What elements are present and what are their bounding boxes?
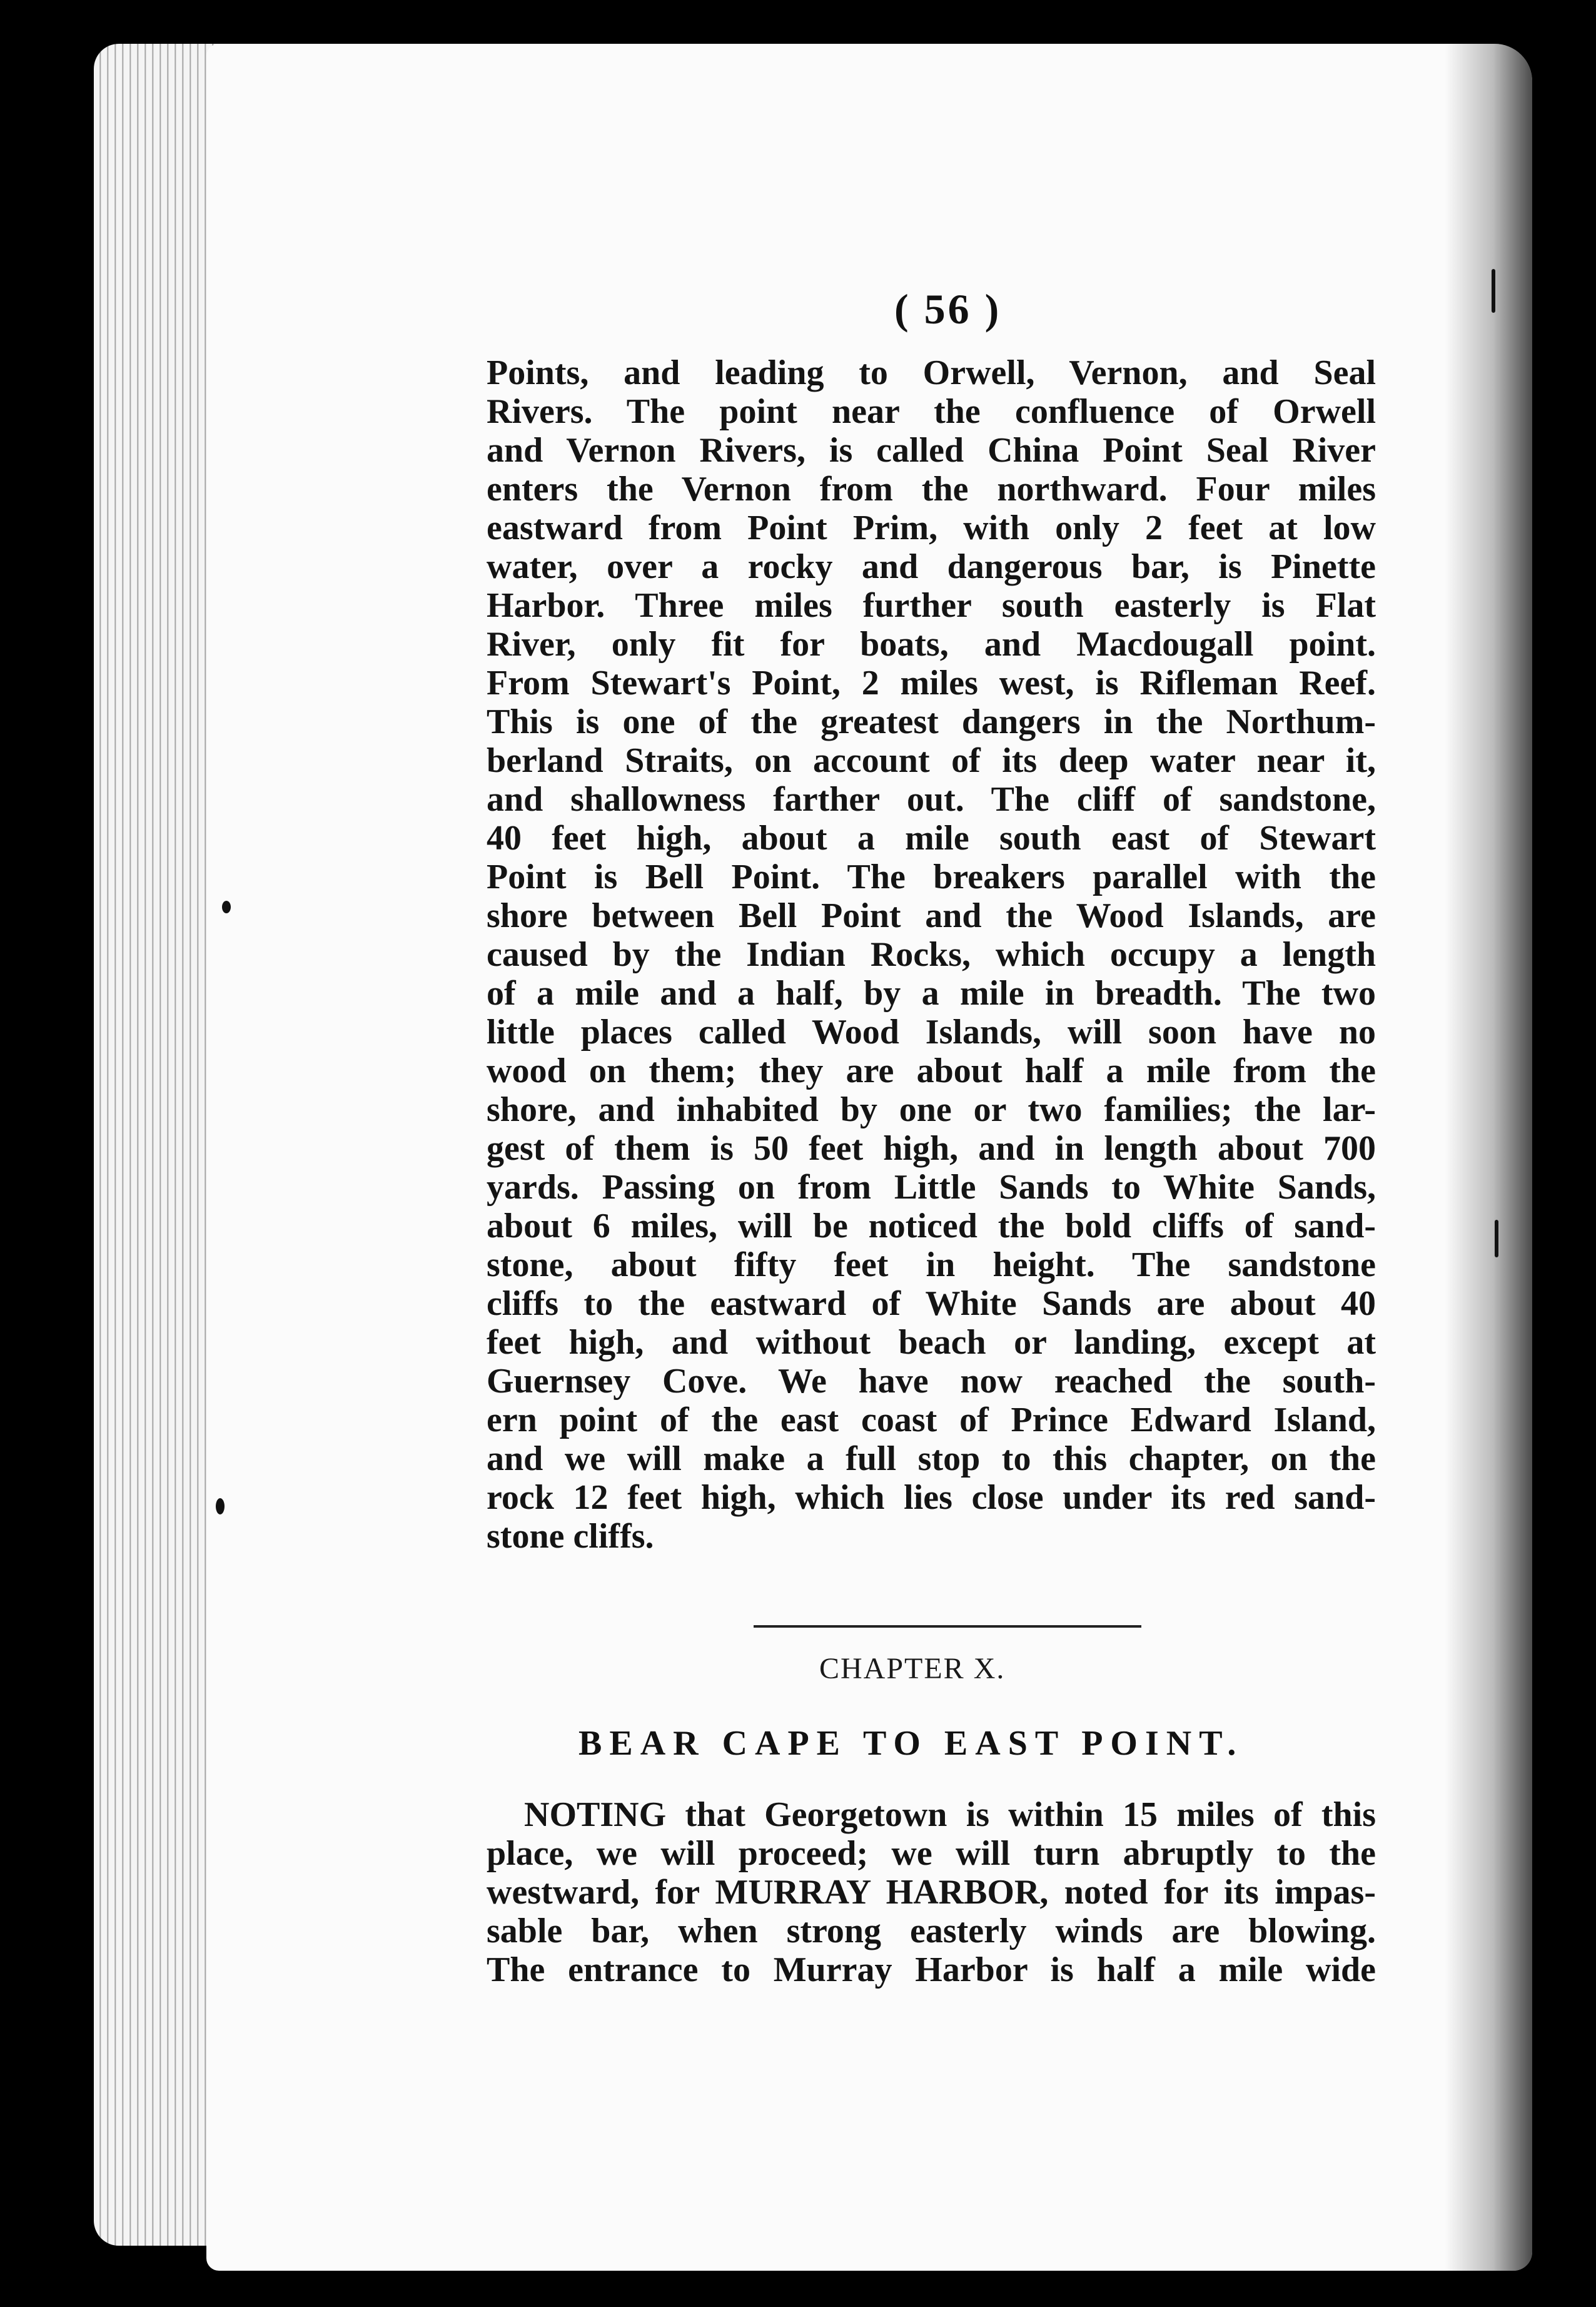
text-line: Harbor. Three miles further south easterly is Flat bbox=[487, 586, 1376, 625]
ink-speck bbox=[1492, 269, 1495, 313]
text-line: This is one of the greatest dangers in the Northum- bbox=[487, 702, 1376, 741]
text-line: eastward from Point Prim, with only 2 feet at low bbox=[487, 509, 1376, 547]
text-line: enters the Vernon from the northward. Four miles bbox=[487, 470, 1376, 509]
text-line: NOTING that Georgetown is within 15 miles of this bbox=[524, 1795, 1376, 1834]
ink-speck bbox=[216, 1498, 225, 1514]
text-line: yards. Passing on from Little Sands to White Sands, bbox=[487, 1168, 1376, 1207]
text-line: water, over a rocky and dangerous bar, is Pinette bbox=[487, 547, 1376, 586]
text-line: rock 12 feet high, which lies close under its red sand- bbox=[487, 1478, 1376, 1517]
ink-speck bbox=[1495, 1220, 1498, 1257]
text-line: Guernsey Cove. We have now reached the south- bbox=[487, 1362, 1376, 1401]
text-line: berland Straits, on account of its deep water near it, bbox=[487, 741, 1376, 780]
text-line: stone cliffs. bbox=[487, 1517, 654, 1556]
text-line: stone, about fifty feet in height. The sandstone bbox=[487, 1245, 1376, 1284]
text-line: Points, and leading to Orwell, Vernon, and Seal bbox=[487, 353, 1376, 392]
text-line: shore between Bell Point and the Wood Islands, are bbox=[487, 896, 1376, 935]
page-number: ( 56 ) bbox=[894, 285, 1002, 333]
text-line: about 6 miles, will be noticed the bold cliffs of sand- bbox=[487, 1207, 1376, 1245]
text-line: and shallowness farther out. The cliff of sandstone, bbox=[487, 780, 1376, 819]
body-text bbox=[487, 353, 1376, 1556]
chapter-label: CHAPTER X. bbox=[819, 1652, 1006, 1685]
text-line: shore, and inhabited by one or two families; the lar- bbox=[487, 1090, 1376, 1129]
ink-speck bbox=[222, 901, 231, 913]
text-line: place, we will proceed; we will turn abruptly to the bbox=[487, 1834, 1376, 1873]
chapter-title: BEAR CAPE TO EAST POINT. bbox=[578, 1724, 1244, 1763]
text-line: feet high, and without beach or landing, except at bbox=[487, 1323, 1376, 1362]
text-line: wood on them; they are about half a mile from the bbox=[487, 1052, 1376, 1090]
text-line: 40 feet high, about a mile south east of Stewart bbox=[487, 819, 1376, 858]
text-line: gest of them is 50 feet high, and in length about 700 bbox=[487, 1129, 1376, 1168]
text-line: sable bar, when strong easterly winds are blowing. bbox=[487, 1912, 1376, 1950]
text-line: Rivers. The point near the confluence of Orwell bbox=[487, 392, 1376, 431]
chapter-text bbox=[487, 1795, 1376, 1989]
text-line: From Stewart's Point, 2 miles west, is Rifleman Reef. bbox=[487, 664, 1376, 702]
text-line: cliffs to the eastward of White Sands are about 40 bbox=[487, 1284, 1376, 1323]
section-divider bbox=[754, 1625, 1141, 1628]
text-line: River, only fit for boats, and Macdougall point. bbox=[487, 625, 1376, 664]
text-line: The entrance to Murray Harbor is half a mile wide bbox=[487, 1950, 1376, 1989]
text-line: and we will make a full stop to this chapter, on the bbox=[487, 1439, 1376, 1478]
text-line: Point is Bell Point. The breakers parallel with the bbox=[487, 858, 1376, 896]
gutter-shadow bbox=[1445, 44, 1532, 2271]
text-line: of a mile and a half, by a mile in breadth. The two bbox=[487, 974, 1376, 1013]
text-line: little places called Wood Islands, will soon have no bbox=[487, 1013, 1376, 1052]
text-line: caused by the Indian Rocks, which occupy a length bbox=[487, 935, 1376, 974]
text-line: westward, for MURRAY HARBOR, noted for its impas- bbox=[487, 1873, 1376, 1912]
text-line: ern point of the east coast of Prince Edward Island, bbox=[487, 1401, 1376, 1439]
text-line: and Vernon Rivers, is called China Point Seal River bbox=[487, 431, 1376, 470]
